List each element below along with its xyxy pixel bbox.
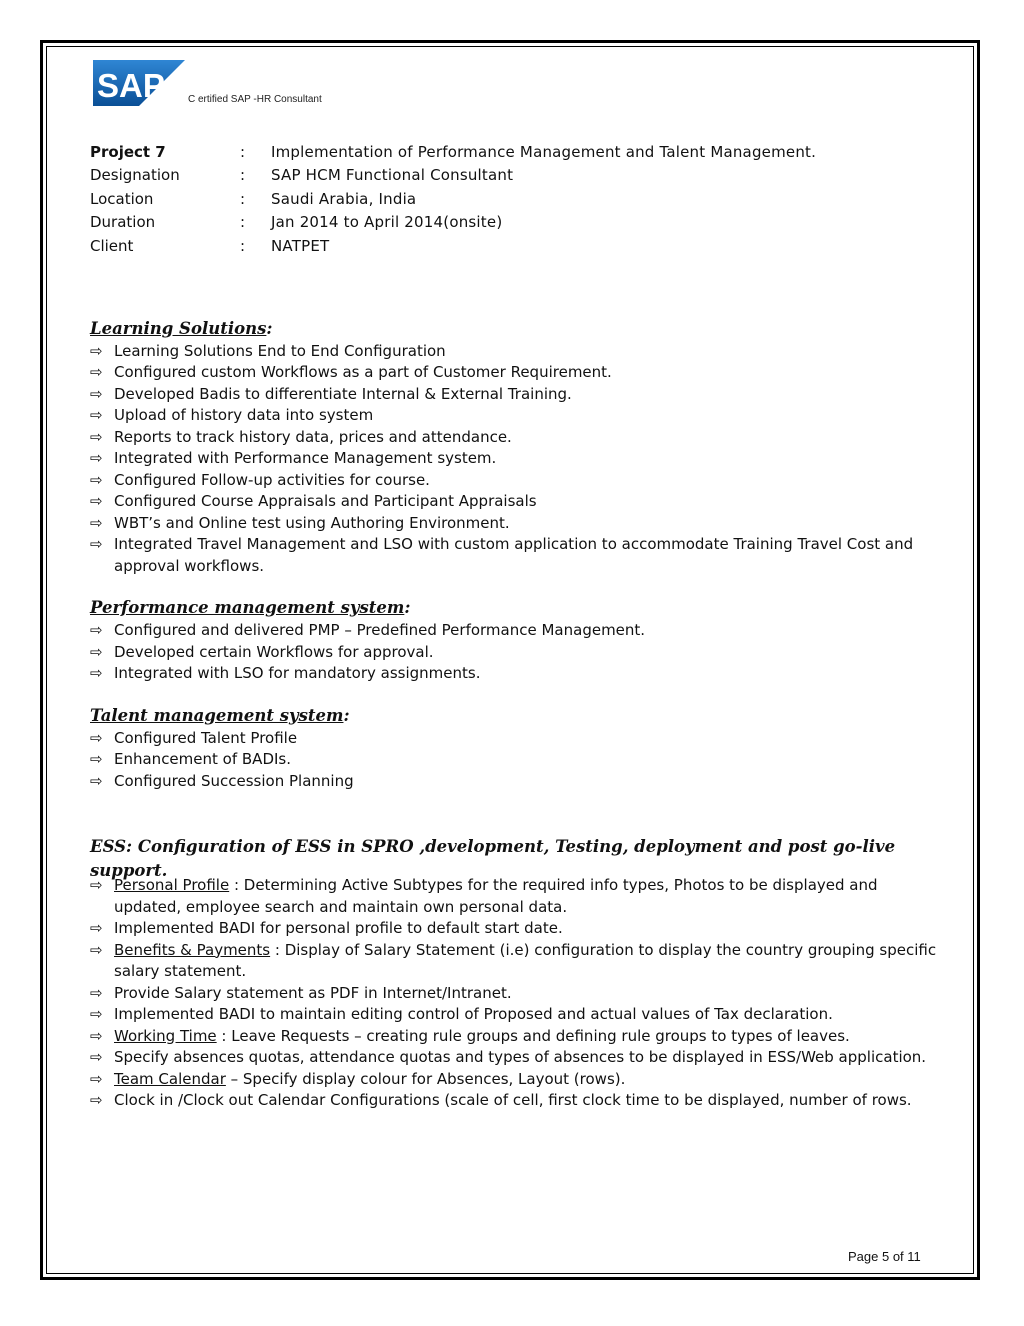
hollow-right-arrow-icon: ⇨ [90,1005,103,1023]
list-item [90,513,940,535]
hollow-right-arrow-icon: ⇨ [90,1048,103,1066]
list-item [90,771,940,793]
performance-management-heading [90,596,940,620]
hollow-right-arrow-icon: ⇨ [90,1026,103,1045]
list-item [90,728,940,750]
hollow-right-arrow-icon: ⇨ [90,513,103,532]
benefits-payments-link: Benefits & Payments [114,940,271,959]
list-item-text: Configured custom Workflows as a part of Customer Requirement. [114,363,612,381]
hollow-right-arrow-icon: ⇨ [90,427,103,446]
project-row [90,140,940,164]
list-item [90,470,940,492]
list-item-text: Integrated with Performance Management system. [114,449,497,467]
hollow-right-arrow-icon: ⇨ [90,384,103,403]
hollow-right-arrow-icon: ⇨ [90,876,103,894]
hollow-right-arrow-icon: ⇨ [90,983,103,1002]
list-item [90,491,940,513]
hollow-right-arrow-icon: ⇨ [90,406,103,424]
list-item [90,918,940,940]
heading-colon: : [266,318,273,338]
colon: : [240,213,246,232]
list-item [90,1026,940,1048]
list-item-text: Configured Talent Profile [114,728,298,747]
performance-management-list [90,620,940,685]
heading-text: Performance management system [90,598,405,617]
colon: : [240,236,246,255]
list-item-text: Integrated Travel Management and LSO with custom application to accommodate Training Travel Cost and approval workflows. [114,535,914,575]
hollow-right-arrow-icon: ⇨ [90,449,103,467]
learning-solutions-list [90,341,940,578]
list-item-text: : Display of Salary Statement (i.e) configuration to display the country grouping specific salary statement. [114,940,937,980]
duration-label: Duration [90,213,156,232]
list-item-text: Developed Badis to differentiate Internal & External Training. [114,384,572,403]
colon: : [240,189,246,208]
colon: : [240,166,246,185]
hollow-right-arrow-icon: ⇨ [90,919,103,937]
hollow-right-arrow-icon: ⇨ [90,750,103,768]
duration-row [90,211,940,235]
list-item-text: Enhancement of BADIs. [114,750,291,768]
list-item-text: WBT’s and Online test using Authoring Environment. [114,513,510,532]
hollow-right-arrow-icon: ⇨ [90,470,103,489]
hollow-right-arrow-icon: ⇨ [90,642,103,661]
talent-management-list [90,728,940,793]
talent-management-heading [90,704,940,728]
location-value: Saudi Arabia, India [271,189,417,208]
list-item [90,875,940,918]
list-item [90,448,940,470]
list-item-text: : Determining Active Subtypes for the required info types, Photos to be displayed and updated, employee search and maintain own personal data. [114,876,878,916]
hollow-right-arrow-icon: ⇨ [90,940,103,959]
hollow-right-arrow-icon: ⇨ [90,363,103,381]
duration-value: Jan 2014 to April 2014(onsite) [271,213,503,232]
resume-content [90,140,940,1112]
list-item-text: Clock in /Clock out Calendar Configurations (scale of cell, first clock time to be displayed, number of rows. [114,1091,912,1109]
list-item-text: Configured Course Appraisals and Participant Appraisals [114,492,537,510]
client-value: NATPET [271,236,330,255]
ess-heading: ESS: Configuration of ESS in SPRO ,development, Testing, deployment and post go-live support. [90,837,896,880]
list-item [90,427,940,449]
learning-solutions-heading [90,317,940,341]
designation-value: SAP HCM Functional Consultant [271,166,514,185]
list-item-text: : Leave Requests – creating rule groups and defining rule groups to types of leaves. [216,1026,850,1045]
hollow-right-arrow-icon: ⇨ [90,492,103,510]
list-item-text: Configured and delivered PMP – Predefined Performance Management. [114,621,646,639]
list-item-text: Integrated with LSO for mandatory assignments. [114,664,481,682]
sap-logo [93,60,185,106]
list-item [90,620,940,642]
page-number: Page 5 of 11 [848,1249,921,1264]
working-time-link: Working Time [114,1026,217,1045]
location-label: Location [90,189,154,208]
project-value: Implementation of Performance Management and Talent Management. [271,142,817,161]
colon: : [240,142,246,161]
sap-logo-text: SAP [97,67,165,104]
list-item [90,534,940,577]
location-row [90,187,940,211]
list-item [90,642,940,664]
hollow-right-arrow-icon: ⇨ [90,535,103,553]
list-item [90,663,940,685]
heading-text: Talent management system [90,705,344,725]
list-item-text: – Specify display colour for Absences, Layout (rows). [225,1069,626,1088]
project-details [90,140,940,258]
list-item-text: Reports to track history data, prices and attendance. [114,427,512,446]
team-calendar-link: Team Calendar [114,1069,226,1088]
client-row [90,234,940,258]
list-item-text: Provide Salary statement as PDF in Internet/Intranet. [114,983,512,1002]
client-label: Client [90,236,134,255]
heading-text: Learning Solutions [90,318,267,338]
list-item [90,341,940,363]
list-item [90,1047,940,1069]
list-item [90,1004,940,1026]
header-tagline: C ertified SAP -HR Consultant [188,94,322,105]
personal-profile-link: Personal Profile [114,876,230,894]
project-label: Project 7 [90,142,166,161]
hollow-right-arrow-icon: ⇨ [90,341,103,360]
hollow-right-arrow-icon: ⇨ [90,664,103,682]
list-item-text: Developed certain Workflows for approval. [114,642,434,661]
hollow-right-arrow-icon: ⇨ [90,771,103,790]
list-item [90,1069,940,1091]
list-item-text: Implemented BADI for personal profile to default start date. [114,919,563,937]
hollow-right-arrow-icon: ⇨ [90,728,103,747]
heading-colon: : [343,705,350,725]
list-item [90,749,940,771]
list-item [90,1090,940,1112]
hollow-right-arrow-icon: ⇨ [90,1091,103,1109]
hollow-right-arrow-icon: ⇨ [90,621,103,639]
list-item-text: Configured Succession Planning [114,771,354,790]
hollow-right-arrow-icon: ⇨ [90,1069,103,1088]
list-item [90,405,940,427]
list-item-text: Implemented BADI to maintain editing control of Proposed and actual values of Tax declaration. [114,1005,833,1023]
list-item [90,362,940,384]
list-item [90,940,940,983]
ess-list [90,875,940,1112]
designation-row [90,164,940,188]
list-item [90,983,940,1005]
list-item-text: Configured Follow-up activities for course. [114,470,430,489]
list-item-text: Upload of history data into system [114,406,374,424]
list-item [90,384,940,406]
designation-label: Designation [90,166,180,185]
list-item-text: Specify absences quotas, attendance quotas and types of absences to be displayed in ESS/Web application. [114,1048,927,1066]
heading-colon: : [404,598,411,617]
list-item-text: Learning Solutions End to End Configuration [114,341,446,360]
